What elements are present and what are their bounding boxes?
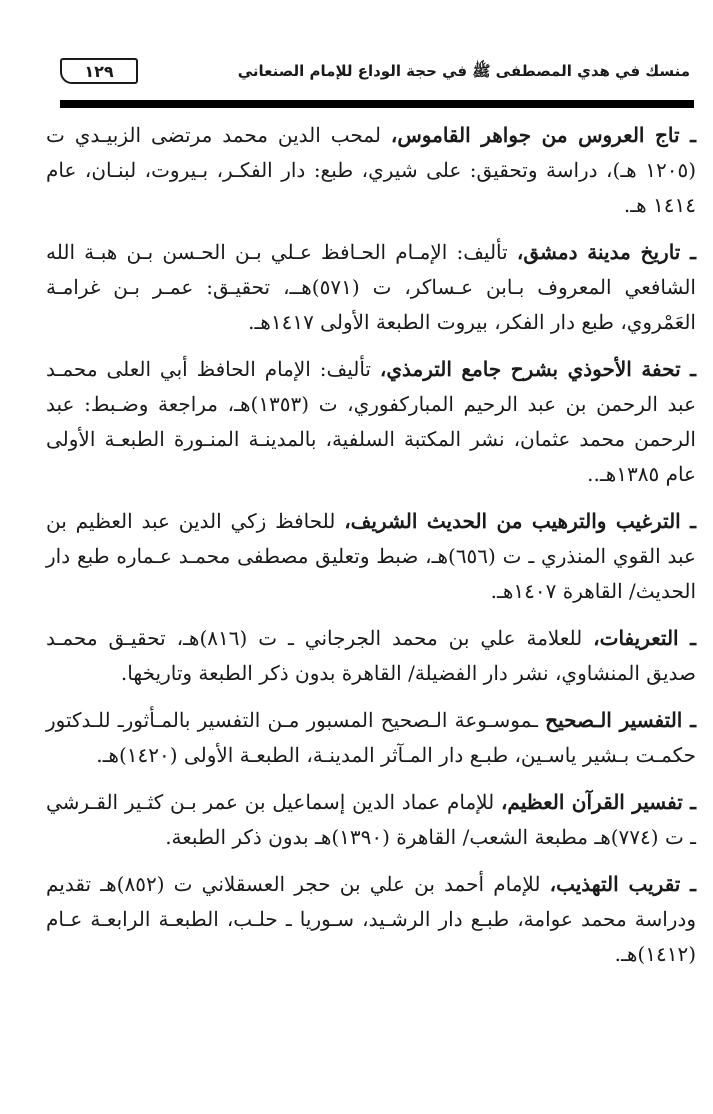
bibliography-entry [46, 785, 696, 855]
page-number: ١٢٩ [84, 61, 114, 81]
bibliography-entry [46, 235, 696, 340]
entry-body: للإمام عماد الدين إسماعيل بن عمر بـن كثـير القـرشي ـ ت (٧٧٤)هـ مطبعة الشعب/ القاهرة (١٣٩٠)هـ بدون ذكر الطبعة. [46, 790, 696, 849]
running-title: منسك في هدي المصطفى ﷺ في حجة الوداع للإمام الصنعاني [237, 62, 690, 80]
header-rule [60, 100, 694, 108]
entry-title: ـ تاريخ مدينة دمشق، [516, 240, 696, 264]
entry-body: تأليف: الإمـام الحـافظ عـلي بـن الحـسن بـن هبـة الله الشافعي المعروف بـابن عـساكر، ت (٥٧١)هــ، تحقيـق: عمـر بـن غرامـة العَمْروي، طبع دار الفكر، بيروت الطبعة الأولى ١٤١٧هـ. [46, 240, 696, 334]
entry-title: ـ الترغيب والترهيب من الحديث الشريف، [344, 509, 696, 533]
bibliography-entry [46, 703, 696, 773]
entry-body: للحافظ زكي الدين عبد العظيم بن عبد القوي المنذري ـ ت (٦٥٦)هـ، ضبط وتعليق مصطفى محمـد عـماره طبع دار الحديث/ القاهرة ١٤٠٧هـ. [46, 509, 696, 603]
entry-title: ـ تاج العروس من جواهر القاموس، [390, 123, 696, 147]
entry-body: للعلامة علي بن محمد الجرجاني ـ ت (٨١٦)هـ، تحقيـق محمـد صديق المنشاوي، نشر دار الفضيلة/ القاهرة بدون ذكر الطبعة وتاريخها. [46, 626, 696, 685]
bibliography-entry [46, 867, 696, 972]
entry-title: ـ تقريب التهذيب، [549, 872, 697, 896]
bibliography-list [46, 118, 696, 984]
entry-title: ـ التعريفات، [593, 626, 696, 650]
bibliography-entry [46, 504, 696, 609]
bibliography-entry [46, 352, 696, 492]
entry-body: للإمام أحمد بن علي بن حجر العسقلاني ت (٨٥٢)هـ تقديم ودراسة محمد عوامة، طبـع دار الرشـيد، سـوريا ـ حلـب، الطبعـة الرابعـة عـام (١٤١٢)هـ. [46, 872, 696, 966]
entry-title: ـ التفسير الـصحيح [545, 708, 696, 732]
entry-body: ـموسـوعة الـصحيح المسبور مـن التفسير بالمـأثورـ للـدكتور حكمـت بـشير ياسـين، طبـع دار المـآثر المدينـة، الطبعـة الأولى (١٤٢٠)هـ. [46, 708, 696, 767]
page-header [60, 58, 690, 92]
page-number-box [60, 58, 138, 84]
bibliography-entry [46, 118, 696, 223]
entry-body: تأليف: الإمام الحافظ أبي العلى محمـد عبد الرحمن بن عبد الرحيم المباركفوري، ت (١٣٥٣)هـ، مراجعة وضـبط: عبد الرحمن محمد عثمان، نشر المكتبة السلفية، بالمدينـة المنـورة الطبعـة الأولى عام ١٣٨٥هـ.. [46, 357, 696, 486]
entry-title: ـ تحفة الأحوذي بشرح جامع الترمذي، [379, 357, 697, 381]
bibliography-entry [46, 621, 696, 691]
entry-body: لمحب الدين محمد مرتضى الزبيـدي ت (١٢٠٥ هـ)، دراسة وتحقيق: على شيري، طبع: دار الفكـر، بـيروت، لبنـان، عام ١٤١٤ هـ. [46, 123, 696, 217]
entry-title: ـ تفسير القرآن العظيم، [500, 790, 696, 814]
